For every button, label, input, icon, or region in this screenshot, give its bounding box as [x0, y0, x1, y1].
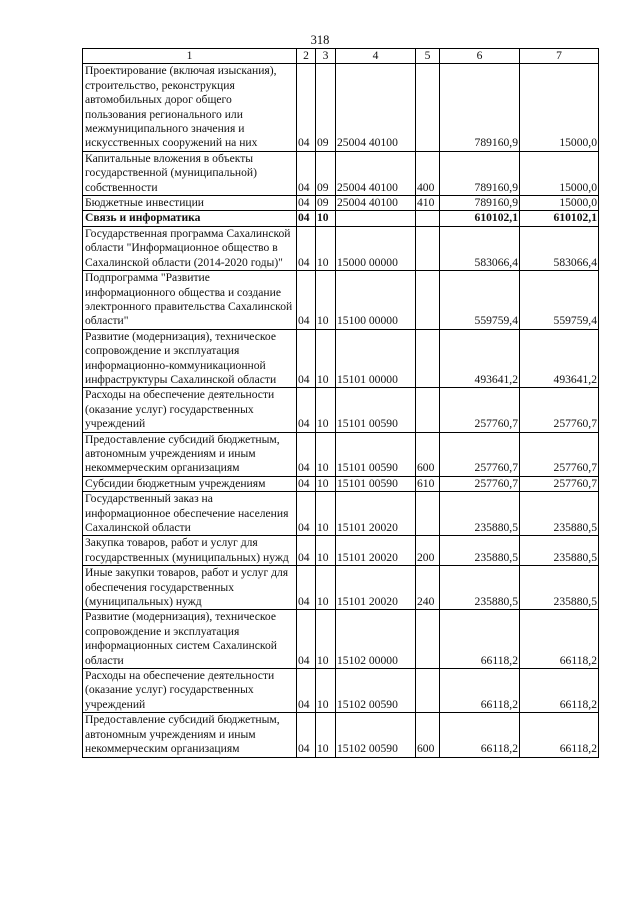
row-subsection: 10 [316, 226, 336, 270]
row-amount-2017: 235880,5 [440, 536, 520, 566]
row-name: Капитальные вложения в объекты государственной (муниципальной) собственности [83, 151, 297, 195]
row-expense-type [416, 226, 440, 270]
row-target-code: 15101 00590 [336, 476, 416, 491]
header-row [83, 49, 599, 64]
row-subsection: 10 [316, 492, 336, 536]
row-section: 04 [297, 492, 316, 536]
row-amount-2017: 789160,9 [440, 196, 520, 211]
row-amount-2017: 789160,9 [440, 64, 520, 151]
row-subsection: 10 [316, 669, 336, 713]
row-section: 04 [297, 432, 316, 476]
row-amount-2018: 235880,5 [520, 492, 599, 536]
header-col-5: 5 [416, 49, 440, 64]
table-row [83, 388, 599, 432]
row-amount-2017: 235880,5 [440, 492, 520, 536]
row-target-code: 15100 00000 [336, 271, 416, 330]
row-name: Расходы на обеспечение деятельности (оказание услуг) государственных учреждений [83, 669, 297, 713]
row-amount-2017: 559759,4 [440, 271, 520, 330]
row-expense-type [416, 492, 440, 536]
row-amount-2017: 789160,9 [440, 151, 520, 195]
row-section: 04 [297, 64, 316, 151]
row-amount-2018: 15000,0 [520, 151, 599, 195]
row-target-code: 15000 00000 [336, 226, 416, 270]
row-target-code: 25004 40100 [336, 151, 416, 195]
row-target-code: 15101 00590 [336, 432, 416, 476]
table-row [83, 226, 599, 270]
row-target-code: 15101 00590 [336, 388, 416, 432]
row-amount-2018: 257760,7 [520, 388, 599, 432]
row-amount-2018: 610102,1 [520, 211, 599, 226]
header-col-1: 1 [83, 49, 297, 64]
row-amount-2017: 66118,2 [440, 610, 520, 669]
row-section: 04 [297, 610, 316, 669]
row-subsection: 09 [316, 151, 336, 195]
table-row [83, 566, 599, 610]
row-amount-2018: 15000,0 [520, 196, 599, 211]
row-amount-2017: 257760,7 [440, 476, 520, 491]
row-section: 04 [297, 566, 316, 610]
header-col-6: 6 [440, 49, 520, 64]
row-section: 04 [297, 211, 316, 226]
row-subsection: 10 [316, 476, 336, 491]
row-amount-2018: 66118,2 [520, 669, 599, 713]
row-name: Развитие (модернизация), техническое сопровождение и эксплуатация информационных систем Сахалинской области [83, 610, 297, 669]
row-name: Связь и информатика [83, 211, 297, 226]
table-row [83, 329, 599, 388]
row-expense-type: 610 [416, 476, 440, 491]
row-subsection: 10 [316, 329, 336, 388]
row-name: Предоставление субсидий бюджетным, автономным учреждениям и иным некоммерческим организациям [83, 713, 297, 757]
row-section: 04 [297, 476, 316, 491]
row-section: 04 [297, 536, 316, 566]
row-expense-type: 600 [416, 713, 440, 757]
header-col-3: 3 [316, 49, 336, 64]
row-expense-type [416, 610, 440, 669]
row-subsection: 10 [316, 536, 336, 566]
page-number: 318 [310, 33, 330, 47]
row-amount-2017: 610102,1 [440, 211, 520, 226]
row-expense-type [416, 329, 440, 388]
row-subsection: 09 [316, 196, 336, 211]
table-row [83, 64, 599, 151]
row-subsection: 09 [316, 64, 336, 151]
row-expense-type [416, 64, 440, 151]
row-section: 04 [297, 196, 316, 211]
row-amount-2018: 257760,7 [520, 432, 599, 476]
row-section: 04 [297, 271, 316, 330]
row-amount-2018: 583066,4 [520, 226, 599, 270]
row-section: 04 [297, 329, 316, 388]
row-target-code: 15101 20020 [336, 536, 416, 566]
row-expense-type: 200 [416, 536, 440, 566]
row-subsection: 10 [316, 713, 336, 757]
row-section: 04 [297, 151, 316, 195]
row-name: Государственная программа Сахалинской области "Информационное общество в Сахалинской области (2014-2020 годы)" [83, 226, 297, 270]
row-target-code: 25004 40100 [336, 64, 416, 151]
row-section: 04 [297, 388, 316, 432]
row-expense-type [416, 388, 440, 432]
table-row [83, 271, 599, 330]
row-name: Расходы на обеспечение деятельности (оказание услуг) государственных учреждений [83, 388, 297, 432]
row-amount-2018: 66118,2 [520, 610, 599, 669]
row-name: Закупка товаров, работ и услуг для государственных (муниципальных) нужд [83, 536, 297, 566]
row-target-code: 15101 20020 [336, 566, 416, 610]
row-subsection: 10 [316, 211, 336, 226]
table-row [83, 713, 599, 757]
row-expense-type: 600 [416, 432, 440, 476]
row-amount-2018: 559759,4 [520, 271, 599, 330]
row-amount-2017: 257760,7 [440, 388, 520, 432]
row-section: 04 [297, 669, 316, 713]
row-expense-type [416, 669, 440, 713]
row-target-code: 15102 00590 [336, 669, 416, 713]
header-col-4: 4 [336, 49, 416, 64]
row-name: Проектирование (включая изыскания), строительство, реконструкция автомобильных дорог общего пользования регионального или межмуниципального значения и искусственных сооружений на них [83, 64, 297, 151]
row-amount-2017: 583066,4 [440, 226, 520, 270]
row-section: 04 [297, 226, 316, 270]
table-row [83, 669, 599, 713]
table-row [83, 196, 599, 211]
budget-table [82, 48, 599, 758]
table-row [83, 476, 599, 491]
row-subsection: 10 [316, 388, 336, 432]
row-amount-2018: 235880,5 [520, 536, 599, 566]
row-expense-type [416, 271, 440, 330]
row-amount-2017: 493641,2 [440, 329, 520, 388]
row-amount-2018: 493641,2 [520, 329, 599, 388]
row-expense-type: 240 [416, 566, 440, 610]
table-row [83, 211, 599, 226]
row-subsection: 10 [316, 566, 336, 610]
row-expense-type [416, 211, 440, 226]
row-amount-2017: 257760,7 [440, 432, 520, 476]
row-name: Субсидии бюджетным учреждениям [83, 476, 297, 491]
row-subsection: 10 [316, 610, 336, 669]
row-amount-2017: 66118,2 [440, 713, 520, 757]
row-subsection: 10 [316, 271, 336, 330]
row-name: Государственный заказ на информационное обеспечение населения Сахалинской области [83, 492, 297, 536]
row-name: Иные закупки товаров, работ и услуг для обеспечения государственных (муниципальных) нужд [83, 566, 297, 610]
row-amount-2018: 257760,7 [520, 476, 599, 491]
table-row [83, 432, 599, 476]
table-row [83, 492, 599, 536]
table-row [83, 536, 599, 566]
row-target-code [336, 211, 416, 226]
row-expense-type: 410 [416, 196, 440, 211]
row-amount-2018: 66118,2 [520, 713, 599, 757]
row-target-code: 15101 00000 [336, 329, 416, 388]
row-target-code: 15101 20020 [336, 492, 416, 536]
row-name: Развитие (модернизация), техническое сопровождение и эксплуатация информационно-коммуникационной инфраструктуры Сахалинской области [83, 329, 297, 388]
row-expense-type: 400 [416, 151, 440, 195]
row-target-code: 15102 00590 [336, 713, 416, 757]
table-row [83, 151, 599, 195]
row-name: Подпрограмма "Развитие информационного общества и создание электронного правительства Сахалинской области" [83, 271, 297, 330]
row-amount-2018: 235880,5 [520, 566, 599, 610]
row-subsection: 10 [316, 432, 336, 476]
header-col-7: 7 [520, 49, 599, 64]
row-name: Предоставление субсидий бюджетным, автономным учреждениям и иным некоммерческим организациям [83, 432, 297, 476]
row-amount-2017: 235880,5 [440, 566, 520, 610]
row-target-code: 15102 00000 [336, 610, 416, 669]
row-amount-2018: 15000,0 [520, 64, 599, 151]
table-row [83, 610, 599, 669]
row-target-code: 25004 40100 [336, 196, 416, 211]
row-section: 04 [297, 713, 316, 757]
header-col-2: 2 [297, 49, 316, 64]
row-name: Бюджетные инвестиции [83, 196, 297, 211]
row-amount-2017: 66118,2 [440, 669, 520, 713]
